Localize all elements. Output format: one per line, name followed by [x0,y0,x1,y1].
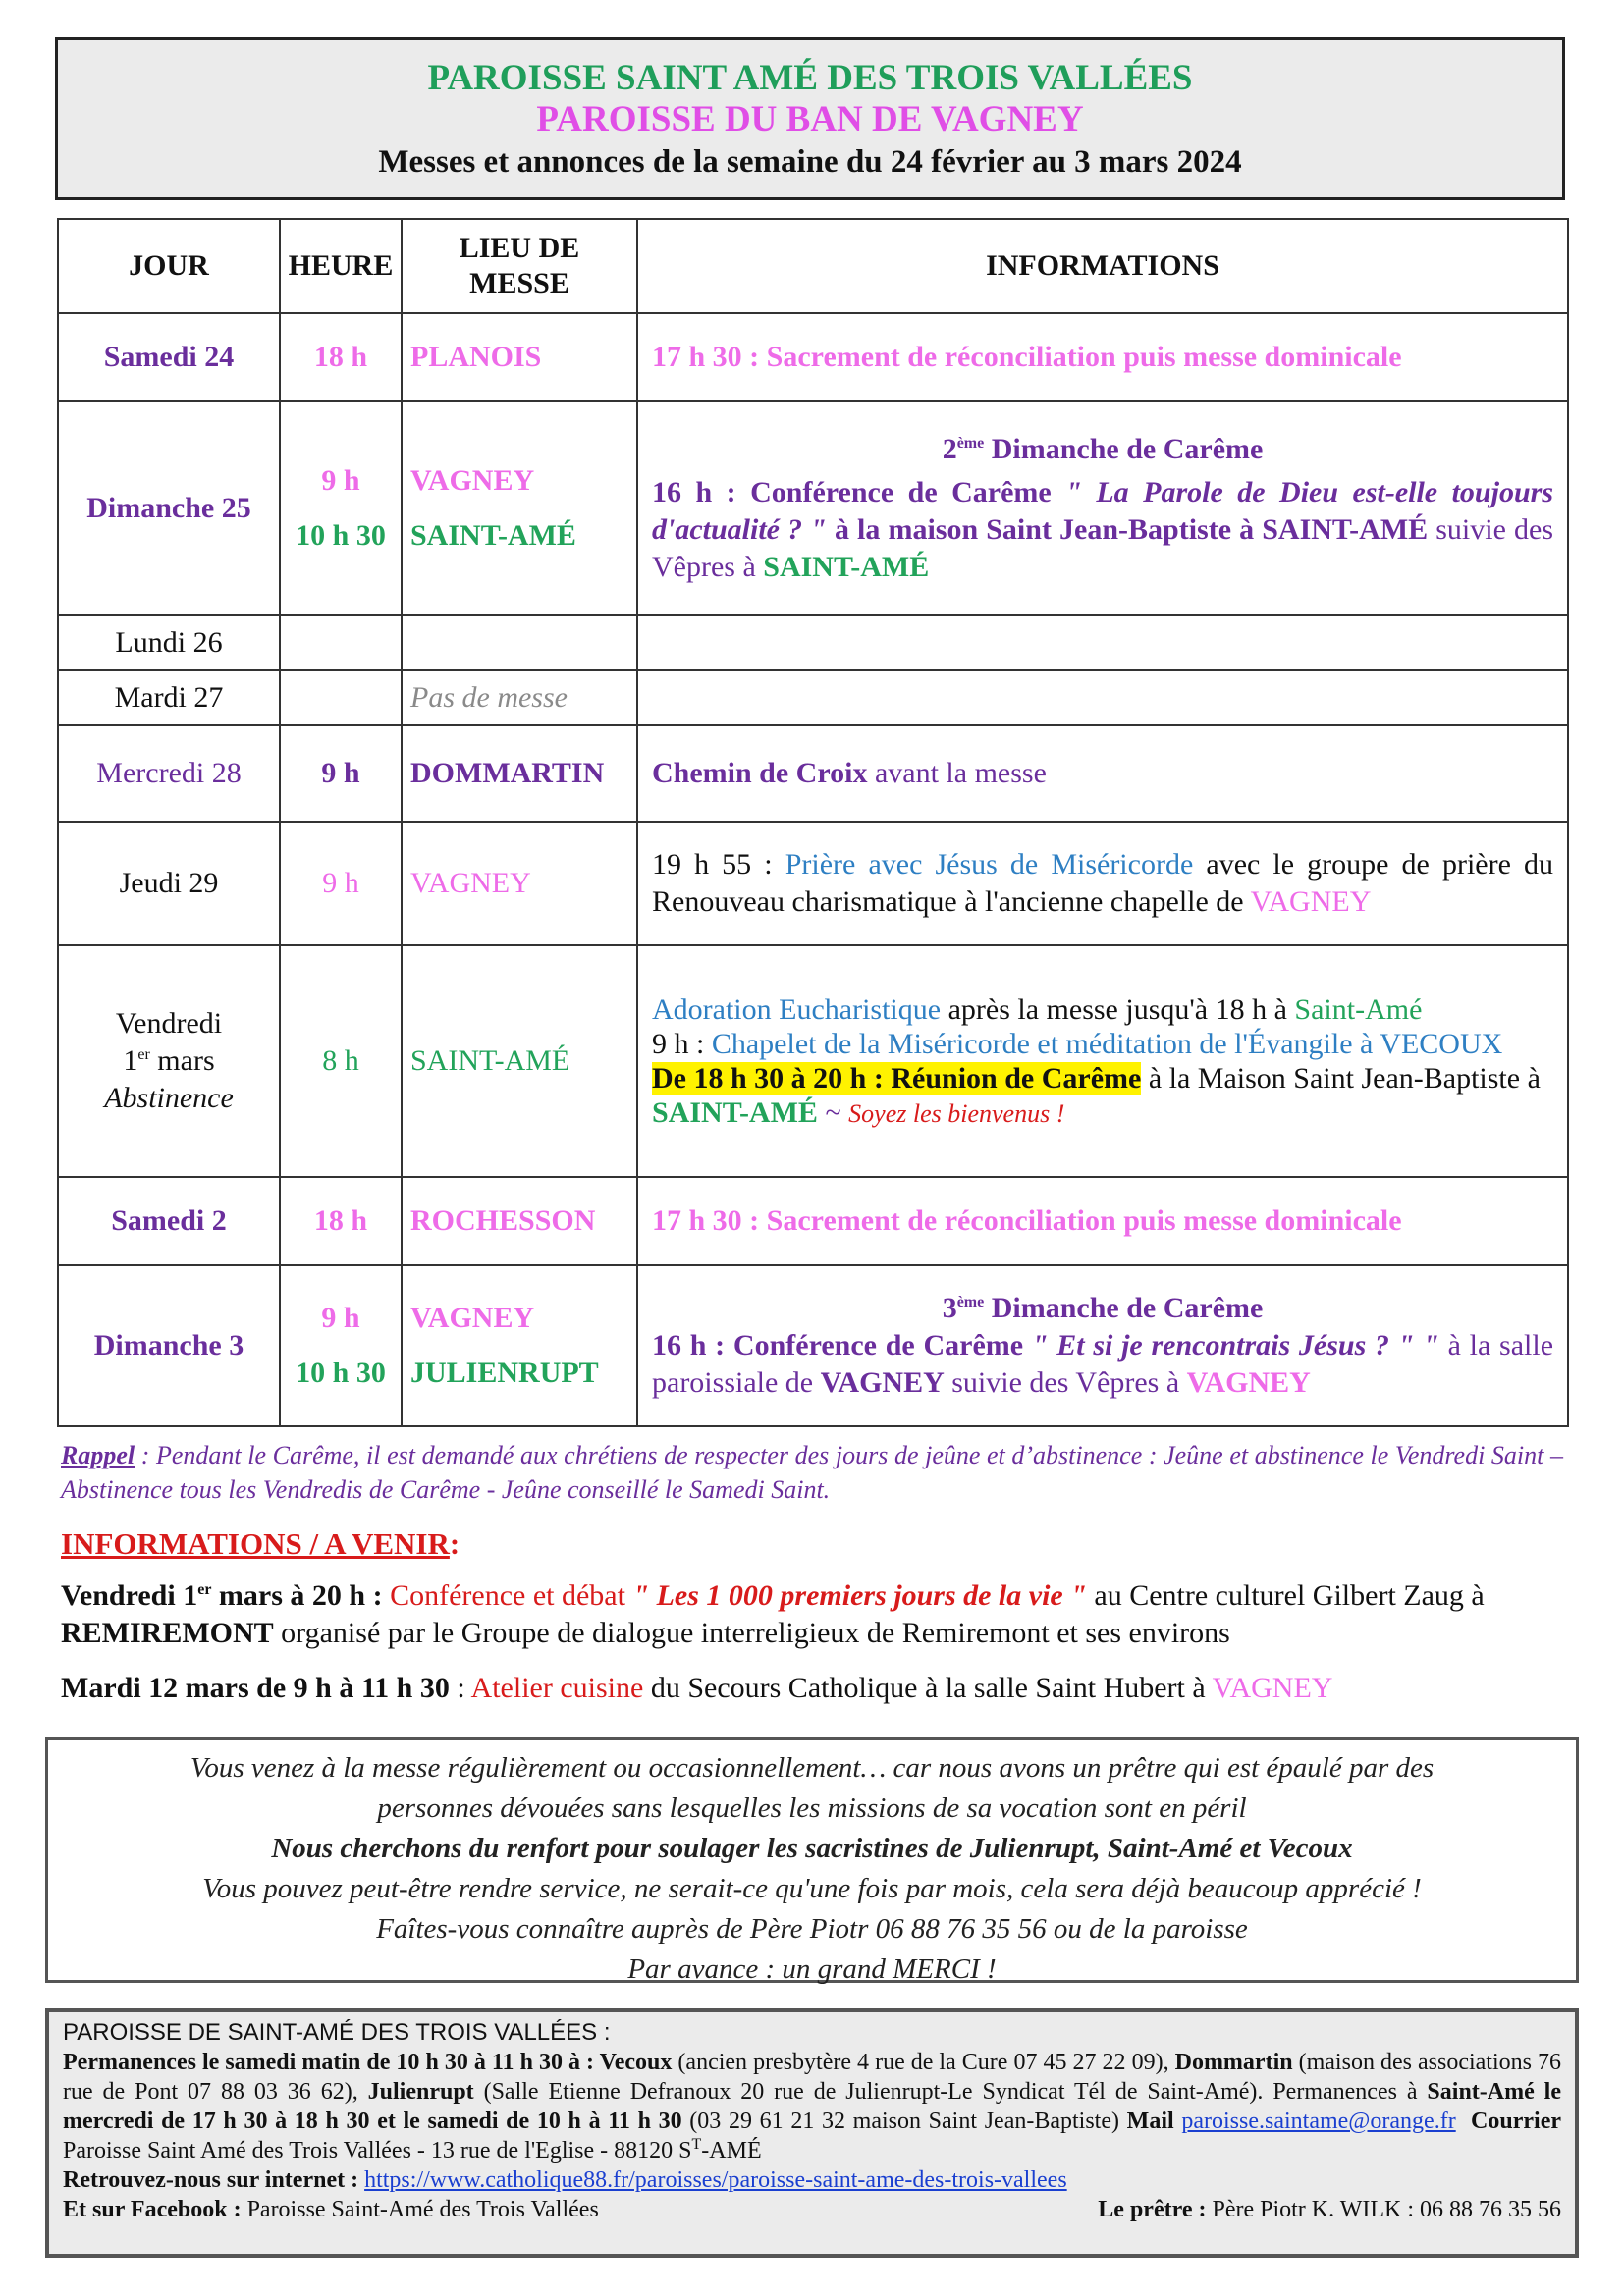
row-place-2: SAINT-AMÉ [410,519,576,552]
row-info: 17 h 30 : Sacrement de réconciliation puis messe dominicale [637,1177,1568,1265]
rappel-note: Rappel : Pendant le Carême, il est demandé aux chrétiens de respecter des jours de jeûne et d’abstinence : Jeûne et abstinence le Vendredi Saint – Abstinence tous les Vendredis de Carême - Jeûne conseillé le Samedi Saint. [61,1441,1563,1504]
informations-heading: INFORMATIONS / A VENIR: [61,1526,460,1561]
conference-text: 16 h : Conférence de Carême " Et si je rencontrais Jésus ? " " à la salle paroissiale de VAGNEY suivie des Vêpres à VAGNEY [652,1329,1554,1399]
table-row [58,1177,1568,1265]
row-place [402,1265,637,1426]
table-row [58,1265,1568,1426]
row-info [637,401,1568,615]
row-place-1: VAGNEY [410,464,535,497]
row-day: Dimanche 25 [58,401,280,615]
footer-text: Permanences le samedi matin de 10 h 30 à 11 h 30 à : Vecoux (ancien presbytère 4 rue de la Cure 07 45 27 22 09), Dommartin (maison des associations 76 rue de Pont 07 88 03 36 62), Julienrupt (Salle Etienne Defranoux 20 rue de Julienrupt-Le Syndicat Tél de Saint-Amé). Permanences à Saint-Amé le mercredi de 17 h 30 à 18 h 30 et le samedi de 10 h à 11 h 30 (03 29 61 21 32 maison Saint Jean-Baptiste) Mail paroisse.saintame@orange.fr Courrier Paroisse Saint Amé des Trois Vallées - 13 rue de l'Eglise - 88120 $S^T$-AMÉ [63,2050,1562,2163]
row-place: VAGNEY [402,822,637,945]
row-day: Dimanche 3 [58,1265,280,1426]
parish-title: PAROISSE SAINT AMÉ DES TROIS VALLÉES [427,58,1193,98]
row-place-1: VAGNEY [410,1302,535,1334]
row-time: 18 h [280,1177,402,1265]
abstinence-label: Abstinence [104,1082,234,1114]
row-place: SAINT-AMÉ [402,945,637,1177]
row-time [280,615,402,670]
row-day: Jeudi 29 [58,822,280,945]
table-row [58,822,1568,945]
row-info: 17 h 30 : Sacrement de réconciliation puis messe dominicale [637,313,1568,401]
row-day: Samedi 24 [58,313,280,401]
email-link[interactable]: paroisse.saintame@orange.fr [1181,2109,1456,2134]
facebook-name: Paroisse Saint-Amé des Trois Vallées [241,2197,599,2222]
row-time [280,670,402,725]
highlighted-text: De 18 h 30 à 20 h : Réunion de Carême [652,1061,1142,1095]
row-place: PLANOIS [402,313,637,401]
row-time [280,401,402,615]
row-time: 9 h [280,822,402,945]
rappel-label: Rappel [61,1441,135,1469]
row-time-1: 9 h [321,464,360,497]
website-link[interactable]: https://www.catholique88.fr/paroisses/paroisse-saint-ame-des-trois-vallees [364,2167,1067,2193]
header-heure: HEURE [280,219,402,313]
sunday-title: 3ème Dimanche de Carême [942,1292,1264,1324]
parish-subtitle: PAROISSE DU BAN DE VAGNEY [536,99,1084,139]
table-row [58,670,1568,725]
row-day: Mercredi 28 [58,725,280,822]
row-time-2: 10 h 30 [296,519,386,552]
header-lieu: LIEU DE MESSE [402,219,637,313]
table-row [58,945,1568,1177]
row-place-2: JULIENRUPT [410,1357,599,1389]
row-place: ROCHESSON [402,1177,637,1265]
informations-list [61,1577,1563,1725]
table-row [58,313,1568,401]
sunday-title: 2ème Dimanche de Carême [942,433,1264,465]
header-box [55,37,1565,200]
contact-footer: PAROISSE DE SAINT-AMÉ DES TROIS VALLÉES : Permanences le samedi matin de 10 h 30 à 11 h 30 à : Vecoux (ancien presbytère 4 rue de la Cure 07 45 27 22 09), Dommartin (maison des associations 76 rue de Pont 07 88 03 36 62), Julienrupt (Salle Etienne Defranoux 20 rue de Julienrupt-Le Syndicat Tél de Saint-Amé). Permanences à Saint-Amé le mercredi de 17 h 30 à 18 h 30 et le samedi de 10 h à 11 h 30 (03 29 61 21 32 maison Saint Jean-Baptiste) Mail paroisse.saintame@orange.fr Courrier Paroisse Saint Amé des Trois Vallées - 13 rue de l'Eglise - 88120 $S^T$-AMÉ Retrouvez-nous sur internet : https://www.catholique88.fr/paroisses/paroisse-saint-ame-des-trois-vallees Et sur Facebook : Paroisse Saint-Amé des Trois Vallées Le prêtre : Père Piotr K. WILK : 06 88 76 35 56 [45,2008,1579,2258]
row-time: 18 h [280,313,402,401]
header-jour: JOUR [58,219,280,313]
table-row [58,615,1568,670]
list-item: Vendredi 1er mars à 20 h : Conférence et débat " Les 1 000 premiers jours de la vie " au Centre culturel Gilbert Zaug à REMIREMONT organisé par le Groupe de dialogue interreligieux de Remiremont et ses environs [61,1579,1485,1649]
row-info: Adoration Eucharistique après la messe jusqu'à 18 h à Saint-Amé 9 h : Chapelet de la Miséricorde et méditation de l'Évangile à VECOUX De 18 h 30 à 20 h : Réunion de Carême à la Maison Saint Jean-Baptiste à SAINT-AMÉ ~ Soyez les bienvenus ! [637,945,1568,1177]
row-place: DOMMARTIN [402,725,637,822]
header-info: INFORMATIONS [637,219,1568,313]
row-info [637,670,1568,725]
row-time [280,1265,402,1426]
row-day: Samedi 2 [58,1177,280,1265]
week-title: Messes et annonces de la semaine du 24 février au 3 mars 2024 [378,144,1242,180]
table-row [58,401,1568,615]
table-header-row [58,219,1568,313]
priest-contact: Père Piotr K. WILK : 06 88 76 35 56 [1206,2197,1561,2222]
row-day: Vendredi 1er mars Abstinence [58,945,280,1177]
volunteer-appeal: Vous venez à la messe régulièrement ou occasionnellement… car nous avons un prêtre qui est épaulé par des personnes dévouées sans lesquelles les missions de sa vocation sont en péril Nous cherchons du renfort pour soulager les sacristines de Julienrupt, Saint-Amé et Vecoux Vous pouvez peut-être rendre service, ne serait-ce qu'une fois par mois, cela sera déjà beaucoup apprécié ! Faîtes-vous connaître auprès de Père Piotr 06 88 76 35 56 ou de la paroisse Par avance : un grand MERCI ! [45,1737,1579,1983]
row-place [402,401,637,615]
conference-text: 16 h : Conférence de Carême " La Parole de Dieu est-elle toujours d'actualité ? " à la maison Saint Jean-Baptiste à SAINT-AMÉ suivie des Vêpres à SAINT-AMÉ [652,476,1553,583]
row-time-1: 9 h [321,1302,360,1334]
row-time-2: 10 h 30 [296,1357,386,1389]
row-place [402,615,637,670]
row-info [637,615,1568,670]
schedule-table [57,218,1569,1427]
footer-title: PAROISSE DE SAINT-AMÉ DES TROIS VALLÉES : [63,2019,611,2046]
row-day: Lundi 26 [58,615,280,670]
row-time: 8 h [280,945,402,1177]
list-item: Mardi 12 mars de 9 h à 11 h 30 : Atelier cuisine du Secours Catholique à la salle Saint Hubert à VAGNEY [61,1672,1333,1704]
row-info [637,1265,1568,1426]
row-info: Chemin de Croix avant la messe [637,725,1568,822]
row-day: Mardi 27 [58,670,280,725]
row-time: 9 h [280,725,402,822]
row-place: Pas de messe [402,670,637,725]
row-info: 19 h 55 : Prière avec Jésus de Miséricorde avec le groupe de prière du Renouveau charismatique à l'ancienne chapelle de VAGNEY [637,822,1568,945]
table-row [58,725,1568,822]
